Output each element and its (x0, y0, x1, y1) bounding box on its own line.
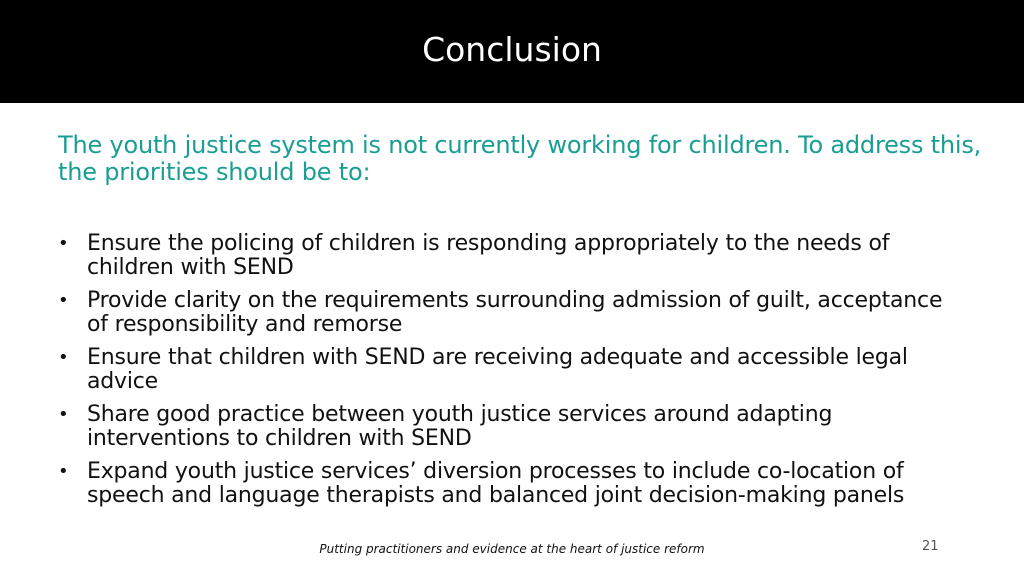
list-item (58, 289, 958, 337)
bullet-icon: • (58, 233, 69, 254)
page-number: 21 (922, 539, 939, 554)
bullet-icon: • (58, 347, 69, 368)
list-item (58, 460, 958, 508)
list-item-text: Expand youth justice services’ diversion processes to include co-location of speech and language therapists and balanced joint decision-making panels (87, 459, 905, 508)
bullet-icon: • (58, 461, 69, 482)
list-item-text: Ensure that children with SEND are receiving adequate and accessible legal advice (87, 345, 908, 394)
list-item (58, 346, 958, 394)
bullet-icon: • (58, 290, 69, 311)
list-item (58, 403, 958, 451)
intro-text: The youth justice system is not currently working for children. To address this, the priorities should be to: (58, 131, 982, 186)
slide-title: Conclusion (422, 30, 602, 69)
list-item-text: Share good practice between youth justice services around adapting interventions to children with SEND (87, 402, 833, 451)
footer-text: Putting practitioners and evidence at the heart of justice reform (319, 542, 705, 556)
list-item-text: Ensure the policing of children is responding appropriately to the needs of children with SEND (87, 231, 890, 280)
list-item (58, 232, 958, 280)
title-bar (0, 0, 1024, 103)
priorities-list (58, 232, 958, 517)
list-item-text: Provide clarity on the requirements surrounding admission of guilt, acceptance of responsibility and remorse (87, 288, 943, 337)
bullet-icon: • (58, 404, 69, 425)
